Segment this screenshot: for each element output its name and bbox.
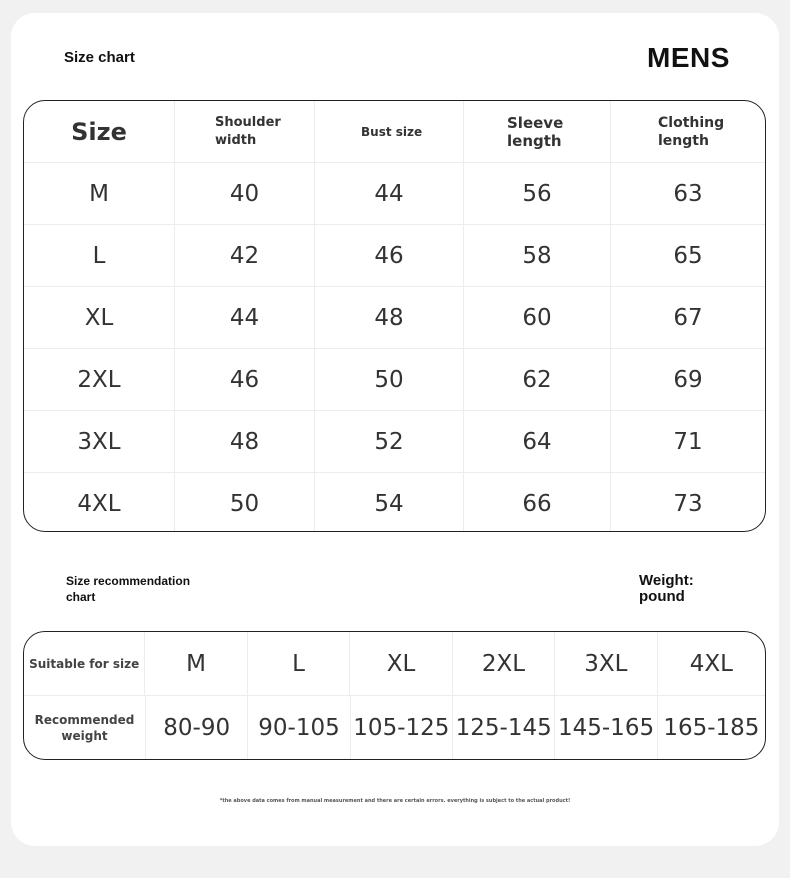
sleeve-cell: 66 — [464, 473, 611, 532]
bust-cell: 52 — [315, 411, 464, 472]
table-row — [24, 225, 765, 287]
size-chart-title: Size chart — [64, 49, 135, 66]
size-cell: 3XL — [24, 411, 175, 472]
shoulder-cell: 40 — [175, 163, 315, 224]
shoulder-cell: 44 — [175, 287, 315, 348]
rec-weight-cell: 90-105 — [248, 696, 350, 759]
header-bust-size: Bust size — [315, 101, 464, 162]
shoulder-cell: 50 — [175, 473, 315, 532]
length-cell: 67 — [673, 304, 703, 331]
recommended-weight-label: Recommended weight — [24, 696, 146, 759]
header-size: Size — [24, 101, 175, 162]
size-recommendation-title: Size recommendation chart — [66, 574, 191, 604]
length-cell: 63 — [673, 180, 703, 207]
rec-weight-cell: 105-125 — [351, 696, 453, 759]
size-cell: L — [24, 225, 175, 286]
size-table-header — [24, 101, 765, 163]
bust-cell: 54 — [315, 473, 464, 532]
rec-size-cell: XL — [350, 632, 452, 695]
length-cell: 69 — [673, 366, 703, 393]
recommendation-weight-row — [24, 696, 765, 759]
bust-cell: 50 — [315, 349, 464, 410]
weight-unit-label: Weight: pound — [639, 572, 694, 605]
recommendation-size-row — [24, 632, 765, 696]
table-row — [24, 287, 765, 349]
size-cell: 2XL — [24, 349, 175, 410]
sleeve-cell: 62 — [464, 349, 611, 410]
rec-size-cell: M — [145, 632, 247, 695]
suitable-size-label: Suitable for size — [24, 632, 145, 695]
size-cell: 4XL — [24, 473, 175, 532]
mens-title: MENS — [647, 42, 730, 73]
header-clothing-length: Clothing length — [658, 114, 725, 149]
length-cell: 73 — [673, 490, 703, 517]
recommendation-table — [23, 631, 766, 760]
rec-size-cell: 2XL — [453, 632, 555, 695]
header-sleeve-length: Sleeve length — [464, 101, 611, 162]
rec-size-cell: 4XL — [689, 650, 733, 677]
length-cell: 71 — [673, 428, 703, 455]
rec-size-cell: L — [248, 632, 350, 695]
bust-cell: 44 — [315, 163, 464, 224]
sleeve-cell: 60 — [464, 287, 611, 348]
rec-weight-cell: 145-165 — [555, 696, 657, 759]
sleeve-cell: 64 — [464, 411, 611, 472]
shoulder-cell: 48 — [175, 411, 315, 472]
table-row — [24, 473, 765, 532]
table-row — [24, 349, 765, 411]
rec-weight-cell: 165-185 — [663, 714, 760, 741]
rec-weight-cell: 80-90 — [146, 696, 248, 759]
table-row — [24, 411, 765, 473]
sleeve-cell: 56 — [464, 163, 611, 224]
sleeve-cell: 58 — [464, 225, 611, 286]
header-shoulder-width: Shoulder width — [175, 101, 315, 162]
shoulder-cell: 42 — [175, 225, 315, 286]
length-cell: 65 — [673, 242, 703, 269]
shoulder-cell: 46 — [175, 349, 315, 410]
rec-weight-cell: 125-145 — [453, 696, 555, 759]
size-table — [23, 100, 766, 532]
bust-cell: 46 — [315, 225, 464, 286]
size-cell: M — [24, 163, 175, 224]
table-row — [24, 163, 765, 225]
rec-size-cell: 3XL — [555, 632, 657, 695]
bust-cell: 48 — [315, 287, 464, 348]
size-cell: XL — [24, 287, 175, 348]
measurement-footnote: *the above data comes from manual measurement and there are certain errors. everything is subject to the actual product! — [219, 798, 571, 804]
